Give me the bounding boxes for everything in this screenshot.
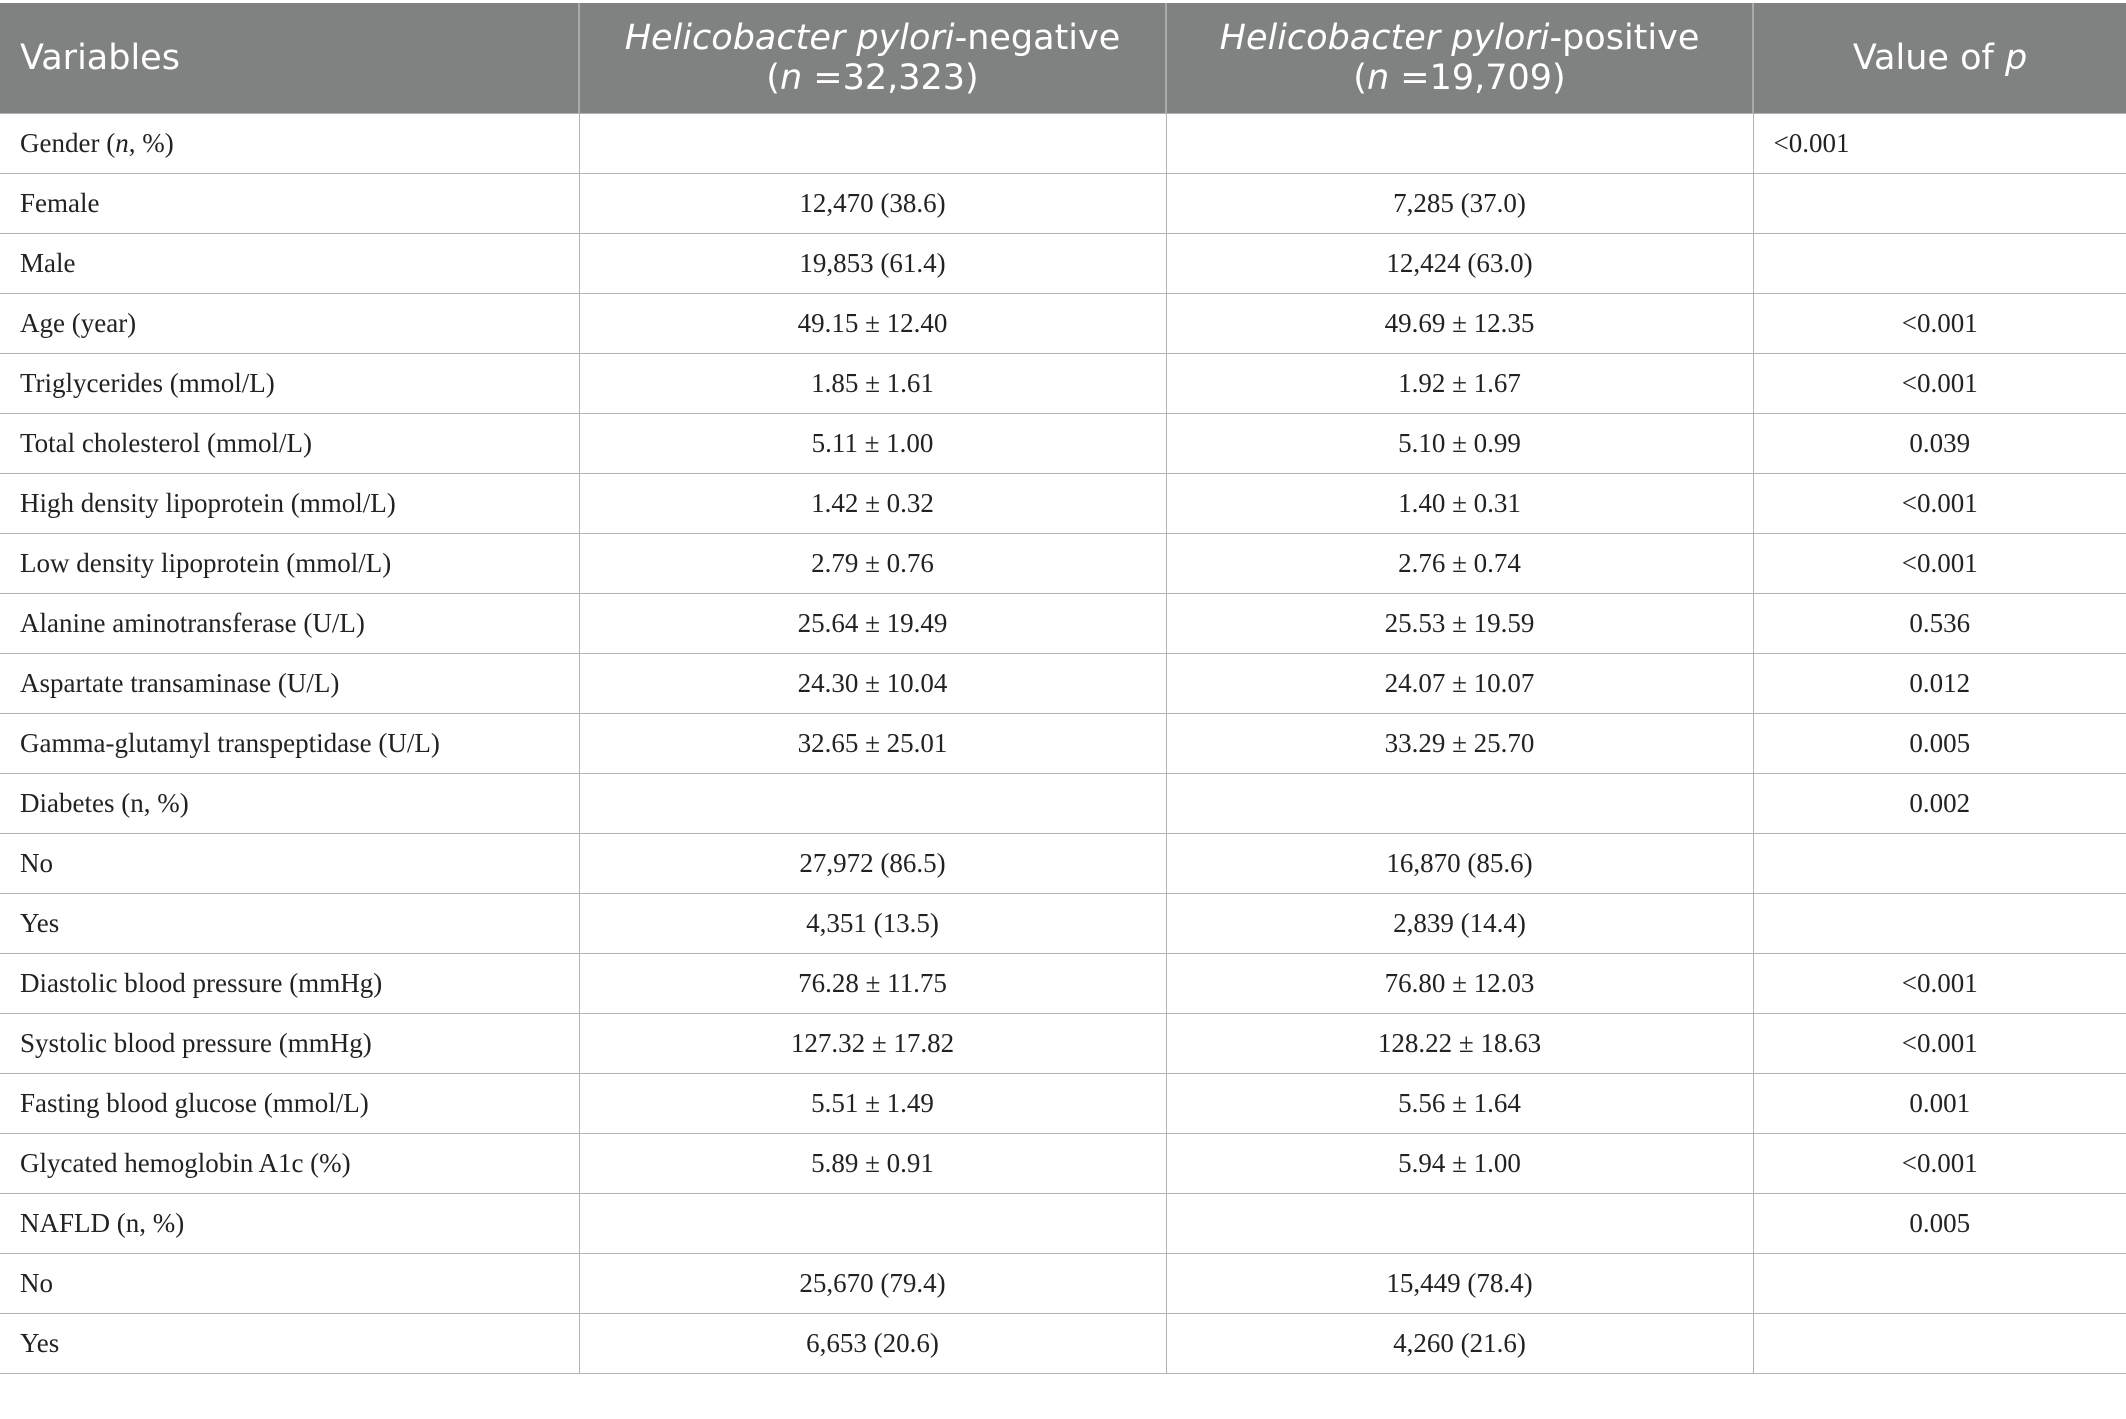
positive-cell: 2,839 (14.4) [1166, 894, 1753, 954]
negative-cell: 2.79 ± 0.76 [579, 534, 1166, 594]
variable-cell: Low density lipoprotein (mmol/L) [0, 534, 579, 594]
negative-cell: 5.11 ± 1.00 [579, 414, 1166, 474]
p-value-cell: <0.001 [1753, 114, 2126, 174]
negative-cell: 27,972 (86.5) [579, 834, 1166, 894]
table-row [0, 1014, 2126, 1074]
p-value-cell: 0.002 [1753, 774, 2126, 834]
p-value-cell [1753, 894, 2126, 954]
p-value-cell [1753, 174, 2126, 234]
negative-cell: 25.64 ± 19.49 [579, 594, 1166, 654]
positive-cell: 16,870 (85.6) [1166, 834, 1753, 894]
p-value-cell: <0.001 [1753, 534, 2126, 594]
p-value-cell: <0.001 [1753, 954, 2126, 1014]
variable-cell: Male [0, 234, 579, 294]
p-value-cell [1753, 234, 2126, 294]
positive-cell: 5.10 ± 0.99 [1166, 414, 1753, 474]
negative-cell: 49.15 ± 12.40 [579, 294, 1166, 354]
variable-cell: Age (year) [0, 294, 579, 354]
table-row [0, 354, 2126, 414]
table-body [0, 114, 2126, 1374]
variable-cell: Glycated hemoglobin A1c (%) [0, 1134, 579, 1194]
variable-cell: Triglycerides (mmol/L) [0, 354, 579, 414]
table-row [0, 474, 2126, 534]
p-value-cell: <0.001 [1753, 474, 2126, 534]
variable-cell: Alanine aminotransferase (U/L) [0, 594, 579, 654]
positive-cell: 76.80 ± 12.03 [1166, 954, 1753, 1014]
variable-cell: No [0, 1254, 579, 1314]
variable-cell: Total cholesterol (mmol/L) [0, 414, 579, 474]
header-p-value: Value of p [1753, 3, 2126, 114]
characteristics-table [0, 3, 2126, 1374]
positive-cell [1166, 774, 1753, 834]
variable-cell: Gender (n, %) [0, 114, 579, 174]
positive-cell: 5.94 ± 1.00 [1166, 1134, 1753, 1194]
p-value-cell: <0.001 [1753, 1134, 2126, 1194]
table-row [0, 534, 2126, 594]
p-value-cell: 0.005 [1753, 714, 2126, 774]
p-value-cell: 0.536 [1753, 594, 2126, 654]
p-value-cell: 0.005 [1753, 1194, 2126, 1254]
positive-cell: 24.07 ± 10.07 [1166, 654, 1753, 714]
variable-cell: Fasting blood glucose (mmol/L) [0, 1074, 579, 1134]
header-row [0, 3, 2126, 114]
variable-cell: Yes [0, 894, 579, 954]
p-value-cell: <0.001 [1753, 354, 2126, 414]
variable-cell: High density lipoprotein (mmol/L) [0, 474, 579, 534]
negative-cell: 6,653 (20.6) [579, 1314, 1166, 1374]
header-hp-positive: Helicobacter pylori-positive (n =19,709) [1166, 3, 1753, 114]
table-row [0, 294, 2126, 354]
negative-cell: 19,853 (61.4) [579, 234, 1166, 294]
positive-cell: 1.92 ± 1.67 [1166, 354, 1753, 414]
variable-cell: Female [0, 174, 579, 234]
positive-cell: 7,285 (37.0) [1166, 174, 1753, 234]
table-row [0, 1314, 2126, 1374]
negative-cell: 24.30 ± 10.04 [579, 654, 1166, 714]
table-row-gender [0, 114, 2126, 174]
table-row [0, 414, 2126, 474]
positive-cell: 49.69 ± 12.35 [1166, 294, 1753, 354]
table-row [0, 1134, 2126, 1194]
table-row [0, 234, 2126, 294]
header-hp-negative: Helicobacter pylori-negative (n =32,323) [579, 3, 1166, 114]
negative-cell: 12,470 (38.6) [579, 174, 1166, 234]
table-row [0, 1194, 2126, 1254]
variable-cell: Aspartate transaminase (U/L) [0, 654, 579, 714]
negative-cell [579, 114, 1166, 174]
p-value-cell: 0.001 [1753, 1074, 2126, 1134]
negative-cell: 32.65 ± 25.01 [579, 714, 1166, 774]
negative-cell: 127.32 ± 17.82 [579, 1014, 1166, 1074]
table-row [0, 774, 2126, 834]
negative-cell [579, 1194, 1166, 1254]
positive-cell: 25.53 ± 19.59 [1166, 594, 1753, 654]
positive-cell: 2.76 ± 0.74 [1166, 534, 1753, 594]
p-value-cell [1753, 834, 2126, 894]
table-row [0, 174, 2126, 234]
table-row [0, 954, 2126, 1014]
p-value-cell: 0.012 [1753, 654, 2126, 714]
table-row [0, 594, 2126, 654]
variable-cell: Diastolic blood pressure (mmHg) [0, 954, 579, 1014]
variable-cell: Systolic blood pressure (mmHg) [0, 1014, 579, 1074]
p-value-cell: <0.001 [1753, 294, 2126, 354]
p-value-cell: <0.001 [1753, 1014, 2126, 1074]
variable-cell: Diabetes (n, %) [0, 774, 579, 834]
negative-cell [579, 774, 1166, 834]
positive-cell [1166, 114, 1753, 174]
positive-cell: 5.56 ± 1.64 [1166, 1074, 1753, 1134]
positive-cell: 33.29 ± 25.70 [1166, 714, 1753, 774]
negative-cell: 5.89 ± 0.91 [579, 1134, 1166, 1194]
p-value-cell [1753, 1314, 2126, 1374]
positive-cell: 128.22 ± 18.63 [1166, 1014, 1753, 1074]
table-row [0, 714, 2126, 774]
positive-cell: 15,449 (78.4) [1166, 1254, 1753, 1314]
negative-cell: 76.28 ± 11.75 [579, 954, 1166, 1014]
variable-cell: Gamma-glutamyl transpeptidase (U/L) [0, 714, 579, 774]
p-value-cell: 0.039 [1753, 414, 2126, 474]
table-row [0, 1254, 2126, 1314]
negative-cell: 25,670 (79.4) [579, 1254, 1166, 1314]
table-row [0, 834, 2126, 894]
variable-cell: NAFLD (n, %) [0, 1194, 579, 1254]
table-row [0, 894, 2126, 954]
negative-cell: 1.85 ± 1.61 [579, 354, 1166, 414]
negative-cell: 1.42 ± 0.32 [579, 474, 1166, 534]
variable-cell: Yes [0, 1314, 579, 1374]
header-variables: Variables [0, 3, 579, 114]
positive-cell: 4,260 (21.6) [1166, 1314, 1753, 1374]
p-value-cell [1753, 1254, 2126, 1314]
variable-cell: No [0, 834, 579, 894]
negative-cell: 4,351 (13.5) [579, 894, 1166, 954]
positive-cell [1166, 1194, 1753, 1254]
negative-cell: 5.51 ± 1.49 [579, 1074, 1166, 1134]
positive-cell: 1.40 ± 0.31 [1166, 474, 1753, 534]
positive-cell: 12,424 (63.0) [1166, 234, 1753, 294]
table-row [0, 654, 2126, 714]
table-row [0, 1074, 2126, 1134]
